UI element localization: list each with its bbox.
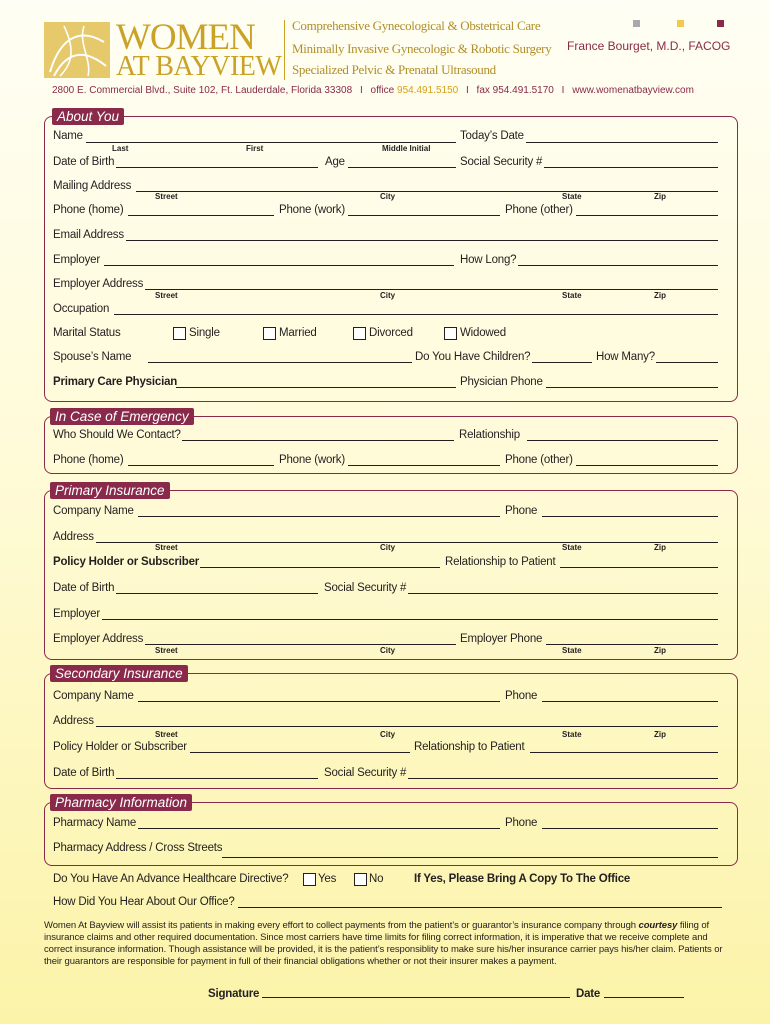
children-field[interactable] xyxy=(532,362,592,363)
city-sublabel: City xyxy=(380,730,396,739)
employer-address-field[interactable] xyxy=(145,289,718,290)
marital-label: Marital Status xyxy=(53,327,121,339)
city-sublabel: City xyxy=(380,646,396,655)
primary-title: Primary Insurance xyxy=(50,482,170,499)
pharmacy-title: Pharmacy Information xyxy=(50,794,192,811)
separator: I xyxy=(359,85,363,96)
directive-question: Do You Have An Advance Healthcare Directive? xyxy=(53,873,289,885)
state-sublabel: State xyxy=(562,730,582,739)
phone-field[interactable] xyxy=(542,516,718,517)
address-field[interactable] xyxy=(96,542,718,543)
pharmacy-address-field[interactable] xyxy=(222,857,718,858)
name-label: Name xyxy=(53,130,83,142)
holder-field[interactable] xyxy=(200,567,440,568)
phone-work-field[interactable] xyxy=(348,465,500,466)
married-checkbox[interactable] xyxy=(263,327,276,340)
pcp-field[interactable] xyxy=(176,387,456,388)
zip-sublabel: Zip xyxy=(654,192,666,201)
rel-field[interactable] xyxy=(560,567,718,568)
service-3: Specialized Pelvic & Prenatal Ultrasound xyxy=(292,62,496,77)
street-sublabel: Street xyxy=(155,646,178,655)
state-sublabel: State xyxy=(562,291,582,300)
ssn-label: Social Security # xyxy=(324,767,407,779)
company-label: Company Name xyxy=(53,505,134,517)
date-label: Date xyxy=(576,988,601,1000)
logo-divider xyxy=(284,20,285,80)
phone-home-field[interactable] xyxy=(128,465,274,466)
office-phone: 954.491.5150 xyxy=(397,85,459,96)
phone-work-field[interactable] xyxy=(348,215,500,216)
employer-field[interactable] xyxy=(104,265,454,266)
holder-label: Policy Holder or Subscriber xyxy=(53,556,200,568)
phone-home-field[interactable] xyxy=(128,215,274,216)
logo-swirl-icon xyxy=(44,22,110,78)
holder-field[interactable] xyxy=(190,752,410,753)
service-2: Minimally Invasive Gynecologic & Robotic Surgery xyxy=(292,41,552,56)
married-label: Married xyxy=(279,327,317,339)
service-1: Comprehensive Gynecological & Obstetrical Care xyxy=(292,18,541,33)
divorced-checkbox[interactable] xyxy=(353,327,366,340)
hear-label: How Did You Hear About Our Office? xyxy=(53,896,235,908)
phone-work-label: Phone (work) xyxy=(279,454,345,466)
logo-mark xyxy=(44,22,110,78)
emergency-title: In Case of Emergency xyxy=(50,408,194,425)
zip-sublabel: Zip xyxy=(654,646,666,655)
email-label: Email Address xyxy=(53,229,124,241)
pharmacy-phone-label: Phone xyxy=(505,817,538,829)
pharmacy-address-label: Pharmacy Address / Cross Streets xyxy=(53,842,223,854)
street-sublabel: Street xyxy=(155,291,178,300)
hear-field[interactable] xyxy=(238,907,722,908)
city-sublabel: City xyxy=(380,192,396,201)
phone-field[interactable] xyxy=(542,701,718,702)
city-sublabel: City xyxy=(380,291,396,300)
how-long-field[interactable] xyxy=(518,265,718,266)
employer-label: Employer xyxy=(53,254,100,266)
state-sublabel: State xyxy=(562,646,582,655)
fax: fax 954.491.5170 xyxy=(476,85,554,96)
employer-address-field[interactable] xyxy=(145,644,456,645)
dob-field[interactable] xyxy=(116,167,318,168)
yes-checkbox[interactable] xyxy=(303,873,316,886)
zip-sublabel: Zip xyxy=(654,730,666,739)
disclaimer-p2: filing of insurance claims and other required documentation. Since most carriers have time limits for filing correct information, it is imperative that we receive complete and correct insurance information. Though assistance will be provided, it is the patient’s responsiblity to make sure his/her insurance carrier pays his/her claim. Patients or their guarantors are responsible for payment in full of their financial obligations whether or not their insurer makes a payment. xyxy=(44,920,723,967)
contact-line xyxy=(52,85,694,96)
contact-label: Who Should We Contact? xyxy=(53,429,181,441)
state-sublabel: State xyxy=(562,543,582,552)
relationship-label: Relationship xyxy=(459,429,520,441)
rel-label: Relationship to Patient xyxy=(414,741,525,753)
logo-women: WOMEN xyxy=(116,17,255,58)
directive-note: If Yes, Please Bring A Copy To The Office xyxy=(414,873,631,885)
how-many-field[interactable] xyxy=(656,362,718,363)
divorced-label: Divorced xyxy=(369,327,413,339)
holder-label: Policy Holder or Subscriber xyxy=(53,741,187,753)
middle-sublabel: Middle Initial xyxy=(382,144,431,153)
widowed-checkbox[interactable] xyxy=(444,327,457,340)
square-grey xyxy=(633,20,640,27)
ssn-field[interactable] xyxy=(544,167,718,168)
single-checkbox[interactable] xyxy=(173,327,186,340)
pharmacy-phone-field[interactable] xyxy=(542,828,718,829)
address-label: Address xyxy=(53,715,94,727)
phone-home-label: Phone (home) xyxy=(53,204,124,216)
separator: I xyxy=(465,85,469,96)
no-label: No xyxy=(369,873,384,885)
pharmacy-name-label: Pharmacy Name xyxy=(53,817,137,829)
occupation-label: Occupation xyxy=(53,303,110,315)
email-field[interactable] xyxy=(126,240,718,241)
employer-label: Employer xyxy=(53,608,100,620)
mailing-field[interactable] xyxy=(136,191,718,192)
occupation-field[interactable] xyxy=(114,314,718,315)
how-long-label: How Long? xyxy=(460,254,517,266)
dob-field[interactable] xyxy=(116,778,318,779)
phone-work-label: Phone (work) xyxy=(279,204,345,216)
separator: I xyxy=(561,85,565,96)
employer-address-label: Employer Address xyxy=(53,633,144,645)
physician-phone-field[interactable] xyxy=(546,387,718,388)
yes-label: Yes xyxy=(318,873,337,885)
logo-at-bayview: AT BAYVIEW xyxy=(116,51,282,82)
mailing-label: Mailing Address xyxy=(53,180,132,192)
first-sublabel: First xyxy=(246,144,264,153)
secondary-title: Secondary Insurance xyxy=(50,665,188,682)
address-label: Address xyxy=(53,531,94,543)
phone-other-field[interactable] xyxy=(576,215,718,216)
today-field[interactable] xyxy=(526,142,718,143)
ssn-label: Social Security # xyxy=(324,582,407,594)
city-sublabel: City xyxy=(380,543,396,552)
employer-phone-label: Employer Phone xyxy=(460,633,543,645)
date-field[interactable] xyxy=(604,997,684,998)
employer-address-label: Employer Address xyxy=(53,278,144,290)
spouse-label: Spouse’s Name xyxy=(53,351,132,363)
phone-home-label: Phone (home) xyxy=(53,454,124,466)
zip-sublabel: Zip xyxy=(654,291,666,300)
dob-label: Date of Birth xyxy=(53,767,115,779)
company-field[interactable] xyxy=(138,701,500,702)
dob-label: Date of Birth xyxy=(53,582,115,594)
name-field[interactable] xyxy=(86,142,456,143)
dob-label: Date of Birth xyxy=(53,156,115,168)
disclaimer xyxy=(44,920,738,968)
no-checkbox[interactable] xyxy=(354,873,367,886)
zip-sublabel: Zip xyxy=(654,543,666,552)
ssn-field[interactable] xyxy=(408,778,718,779)
pharmacy-name-field[interactable] xyxy=(138,828,500,829)
phone-label: Phone xyxy=(505,690,538,702)
spouse-field[interactable] xyxy=(148,362,412,363)
street-sublabel: Street xyxy=(155,730,178,739)
age-field[interactable] xyxy=(348,167,456,168)
children-label: Do You Have Children? xyxy=(415,351,531,363)
today-label: Today’s Date xyxy=(460,130,524,142)
employer-phone-field[interactable] xyxy=(546,644,718,645)
contact-field[interactable] xyxy=(182,440,454,441)
about-title: About You xyxy=(52,108,124,125)
how-many-label: How Many? xyxy=(596,351,655,363)
address-field[interactable] xyxy=(96,726,718,727)
company-label: Company Name xyxy=(53,690,134,702)
last-sublabel: Last xyxy=(112,144,129,153)
dob-field[interactable] xyxy=(116,593,318,594)
age-label: Age xyxy=(325,156,345,168)
phone-other-label: Phone (other) xyxy=(505,454,573,466)
widowed-label: Widowed xyxy=(460,327,506,339)
street-sublabel: Street xyxy=(155,192,178,201)
single-label: Single xyxy=(189,327,220,339)
office-label: office xyxy=(370,85,395,96)
website[interactable]: www.womenatbayview.com xyxy=(572,85,694,96)
square-yellow xyxy=(677,20,684,27)
state-sublabel: State xyxy=(562,192,582,201)
company-field[interactable] xyxy=(138,516,500,517)
office-address: 2800 E. Commercial Blvd., Suite 102, Ft. Lauderdale, Florida 33308 xyxy=(52,85,353,96)
rel-label: Relationship to Patient xyxy=(445,556,556,568)
street-sublabel: Street xyxy=(155,543,178,552)
employer-field[interactable] xyxy=(102,619,718,620)
doctor-name: France Bourget, M.D., FACOG xyxy=(567,39,731,53)
signature-label: Signature xyxy=(208,988,260,1000)
physician-phone-label: Physician Phone xyxy=(460,376,543,388)
disclaimer-p1: Women At Bayview will assist its patients in making every effort to collect payments from the patient’s or guarantor’s insurance company through xyxy=(44,920,636,931)
phone-other-label: Phone (other) xyxy=(505,204,573,216)
pcp-label: Primary Care Physician xyxy=(53,376,178,388)
rel-field[interactable] xyxy=(530,752,718,753)
relationship-field[interactable] xyxy=(527,440,718,441)
phone-other-field[interactable] xyxy=(576,465,718,466)
square-maroon xyxy=(717,20,724,27)
signature-field[interactable] xyxy=(262,997,570,998)
ssn-label: Social Security # xyxy=(460,156,543,168)
disclaimer-courtesy: courtesy xyxy=(638,920,678,931)
phone-label: Phone xyxy=(505,505,538,517)
ssn-field[interactable] xyxy=(408,593,718,594)
